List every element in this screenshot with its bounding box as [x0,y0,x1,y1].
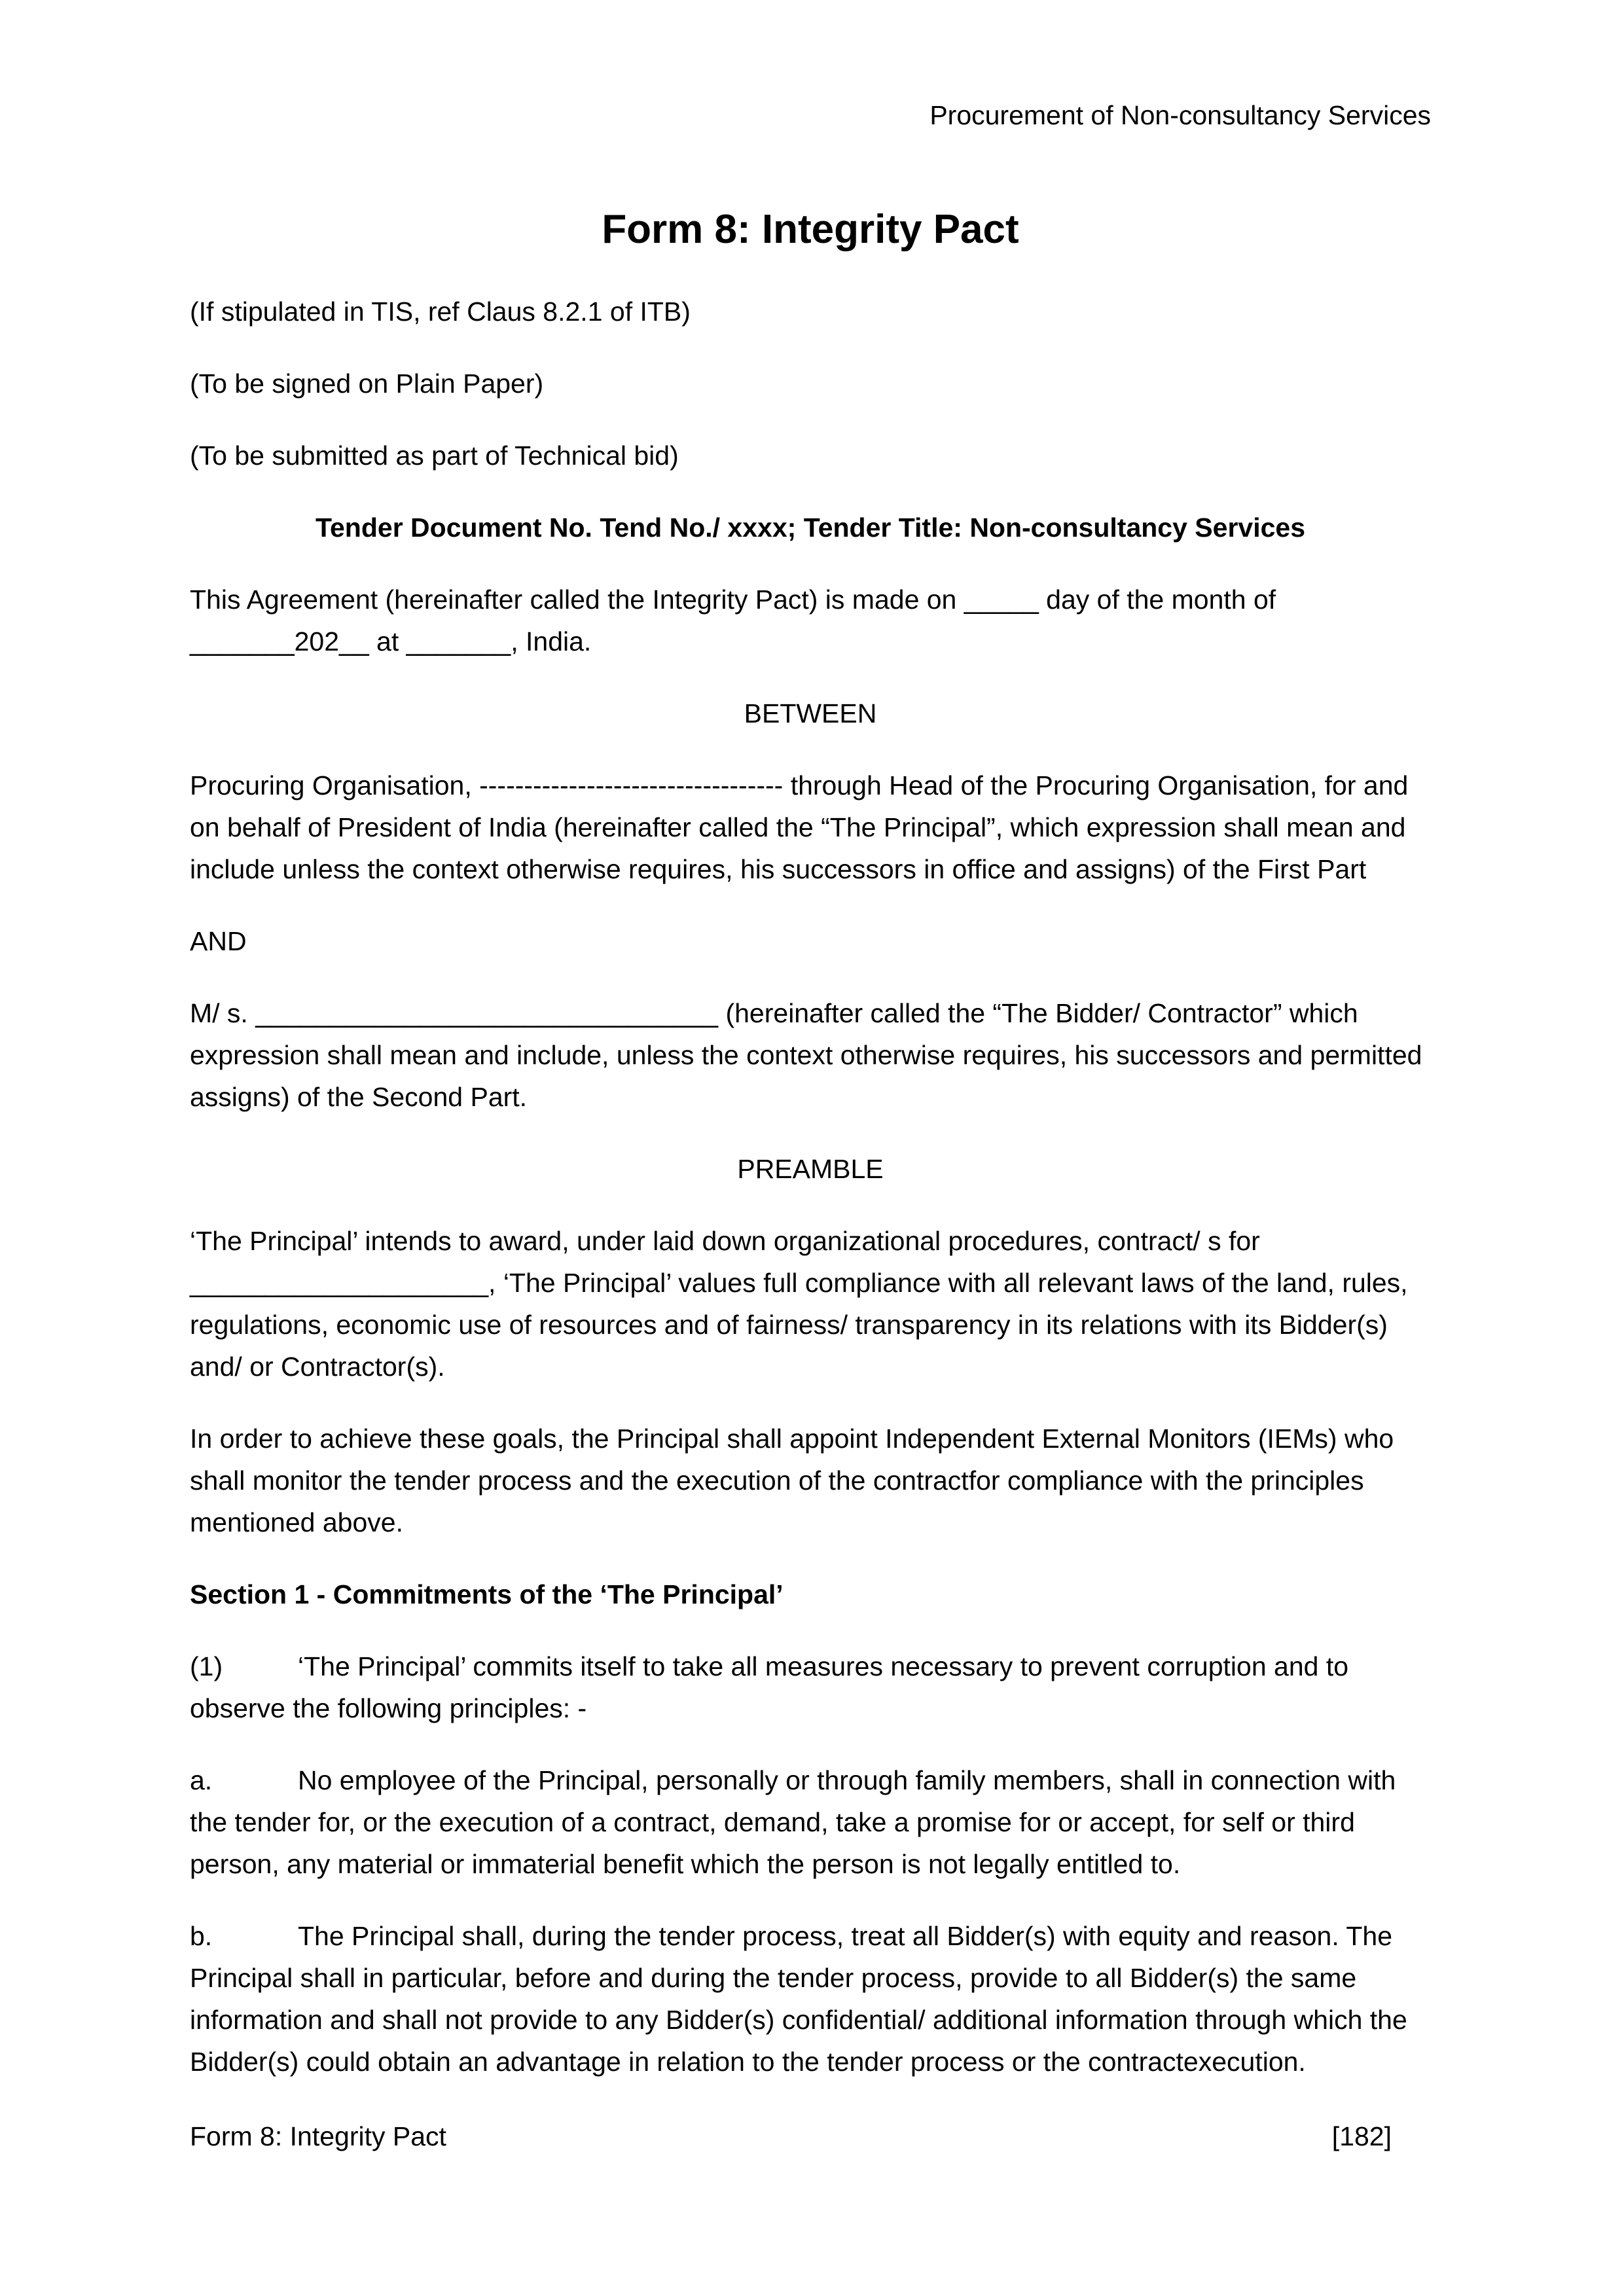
note-technical-bid: (To be submitted as part of Technical bid) [190,440,679,471]
note-stipulation: (If stipulated in TIS, ref Claus 8.2.1 of ITB) [190,296,691,327]
page-content [190,98,1431,2113]
agreement-intro: This Agreement (hereinafter called the Integrity Pact) is made on _____ day of the month of _______202__ at _______, India. [190,584,1284,656]
clause-1a: a. No employee of the Principal, personally or through family members, shall in connection with the tender for, or the execution of a contract, demand, take a promise for or accept, for self or third person, any material or immaterial benefit which the person is not legally entitled to. [190,1765,1403,1879]
clause-1: (1) ‘The Principal’ commits itself to take all measures necessary to prevent corruption and to observe the following principles: - [190,1651,1356,1723]
tender-document-line: Tender Document No. Tend No./ xxxx; Tender Title: Non-consultancy Services [316,512,1305,543]
section-1-heading: Section 1 - Commitments of the ‘The Principal’ [190,1579,784,1609]
page-title: Form 8: Integrity Pact [602,207,1019,252]
footer-title: Form 8: Integrity Pact [190,2121,446,2151]
clause-1b: b. The Principal shall, during the tender process, treat all Bidder(s) with equity and reason. The Principal shall in particular, before and during the tender process, provide to all Bidder(s) the same information and shall not provide to any Bidder(s) confidential/ additional information through which the Bidder(s) could obtain an advantage in relation to the tender process or the contractexecution. [190,1921,1415,2077]
second-party-paragraph: M/ s. _______________________________ (hereinafter called the “The Bidder/ Contractor” which expression shall mean and include, unless the context otherwise requires, his successors and permitted assigns) of the Second Part. [190,998,1430,1112]
between-heading: BETWEEN [744,698,877,728]
preamble-heading: PREAMBLE [737,1154,884,1184]
first-party-paragraph: Procuring Organisation, ---------------------------------- through Head of the Procuring Organisation, for and on behalf of President of India (hereinafter called the “The Principal”, which expression shall mean and include unless the context otherwise requires, his successors in office and assigns) of the First Part [190,770,1416,884]
and-connector: AND [190,926,247,956]
note-plain-paper: (To be signed on Plain Paper) [190,368,544,399]
preamble-paragraph: ‘The Principal’ intends to award, under laid down organizational procedures, contract/ s for ____________________, ‘The Principal’ values full compliance with all relevant laws of the land, rules, regulations, economic use of resources and of fairness/ transparency in its relations with its Bidder(s) and/ or Contractor(s). [190,1226,1415,1382]
footer-page-number: [182] [1331,2121,1392,2151]
page-footer [190,2119,1431,2153]
iem-paragraph: In order to achieve these goals, the Principal shall appoint Independent External Monitors (IEMs) who shall monitor the tender process and the execution of the contractfor compliance with the principles mentioned above. [190,1424,1401,1537]
page-header-text: Procurement of Non-consultancy Services [929,100,1431,130]
